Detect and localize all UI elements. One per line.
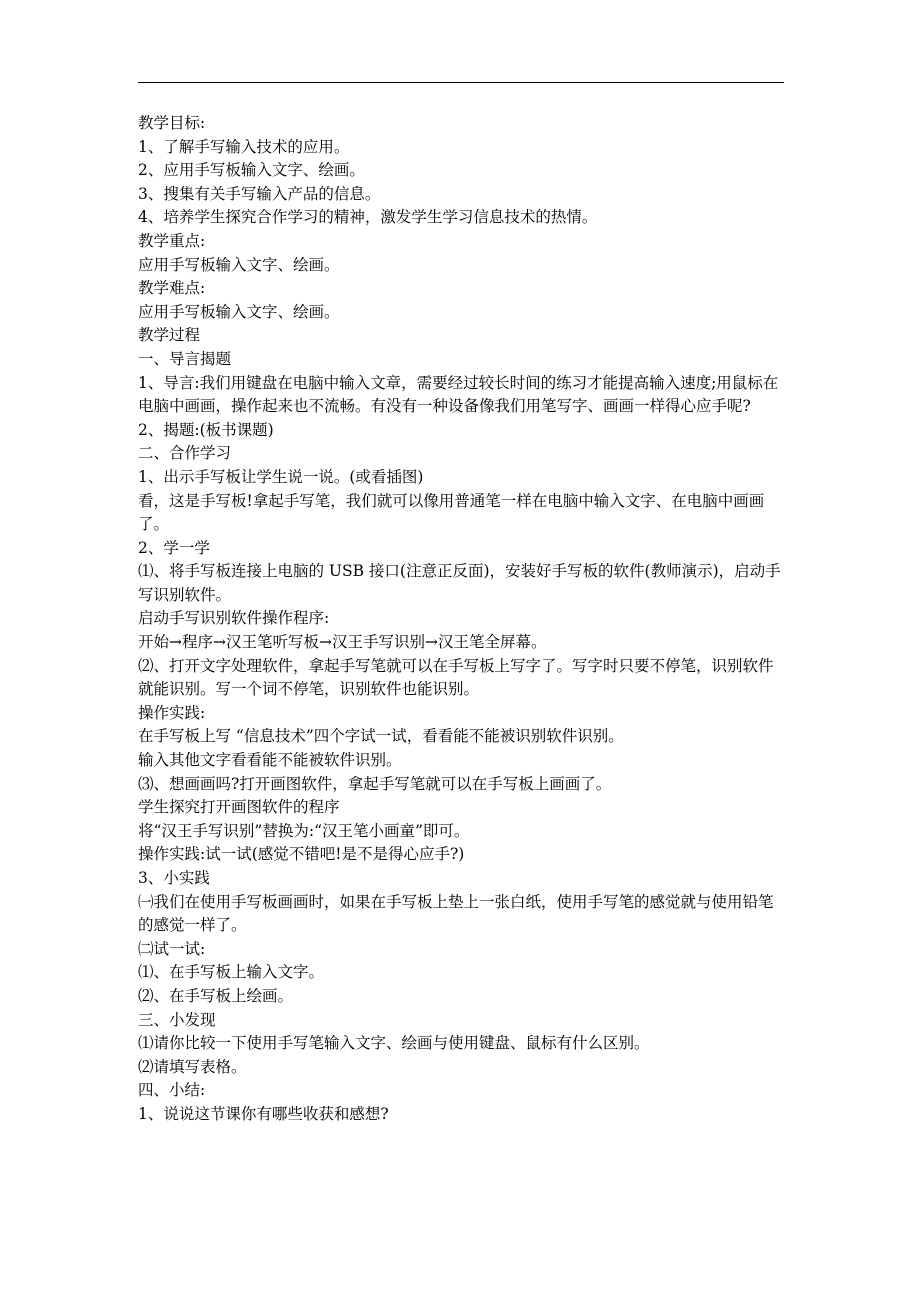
text-line: 二、合作学习 [138, 444, 232, 463]
text-line: 一、导言揭题 [138, 349, 232, 368]
text-line: 1、出示手写板让学生说一说。(或看插图) [138, 467, 424, 486]
text-line: 2、揭题:(板书课题) [138, 420, 274, 439]
text-line: ㈡试一试: [138, 939, 206, 958]
text-line: ㈠我们在使用手写板画画时，如果在手写板上垫上一张白纸，使用手写笔的感觉就与使用铅笔的感觉一样了。 [138, 892, 774, 935]
text-line: 3、搜集有关手写输入产品的信息。 [138, 184, 381, 203]
text-line: 1、了解手写输入技术的应用。 [138, 137, 350, 156]
text-line: 将“汉王手写识别”替换为:“汉王笔小画童”即可。 [138, 821, 470, 840]
text-line: 看，这是手写板!拿起手写笔，我们就可以像用普通笔一样在电脑中输入文字、在电脑中画画了。 [138, 491, 765, 534]
text-line: ⑴、将手写板连接上电脑的 USB 接口(注意正反面)，安装好手写板的软件(教师演示)，启动手写识别软件。 [138, 562, 781, 604]
text-line: ⑵请填写表格。 [138, 1057, 247, 1076]
text-line: 教学目标: [138, 114, 206, 132]
text-line: 输入其他文字看看能不能被软件识别。 [138, 751, 402, 770]
text-line: 操作实践: [138, 703, 206, 722]
text-line: 启动手写识别软件操作程序: [138, 609, 330, 628]
text-line: 3、小实践 [138, 869, 210, 887]
text-line: ⑵、在手写板上绘画。 [138, 986, 294, 1005]
document-body [138, 112, 786, 1127]
text-line: ⑴、在手写板上输入文字。 [138, 963, 325, 982]
text-line: 4、培养学生探究合作学习的精神，激发学生学习信息技术的热情。 [138, 208, 598, 227]
text-line: ⑴请你比较一下使用手写笔输入文字、绘画与使用键盘、鼠标有什么区别。 [138, 1034, 650, 1053]
text-line: 三、小发现 [138, 1010, 216, 1029]
text-line: 应用手写板输入文字、绘画。 [138, 255, 340, 274]
text-line: 在手写板上写 “信息技术”四个字试一试，看看能不能被识别软件识别。 [138, 727, 624, 746]
text-line: 教学过程 [138, 326, 201, 345]
text-line: 1、导言:我们用键盘在电脑中输入文章，需要经过较长时间的练习才能提高输入速度;用鼠标在电脑中画画，操作起来也不流畅。有没有一种设备像我们用笔写字、画画一样得心应手呢? [138, 373, 779, 416]
text-line: 教学难点: [138, 279, 206, 298]
text-line: 操作实践:试一试(感觉不错吧!是不是得心应手?) [138, 845, 465, 864]
text-line: 应用手写板输入文字、绘画。 [138, 302, 340, 321]
text-line: 2、应用手写板输入文字、绘画。 [138, 161, 365, 180]
text-line: ⑵、打开文字处理软件，拿起手写笔就可以在手写板上写字了。写字时只要不停笔，识别软件就能识别。写一个词不停笔，识别软件也能识别。 [138, 656, 774, 699]
text-line: 1、说说这节课你有哪些收获和感想? [138, 1104, 389, 1123]
text-line: 四、小结: [138, 1081, 206, 1100]
text-line: 2、学一学 [138, 538, 210, 557]
text-line: 开始→程序→汉王笔听写板→汉王手写识别→汉王笔全屏幕。 [138, 633, 547, 652]
text-line: ⑶、想画画吗?打开画图软件，拿起手写笔就可以在手写板上画画了。 [138, 774, 612, 793]
header-rule [138, 82, 784, 83]
text-line: 学生探究打开画图软件的程序 [138, 798, 340, 817]
text-line: 教学重点: [138, 231, 206, 250]
